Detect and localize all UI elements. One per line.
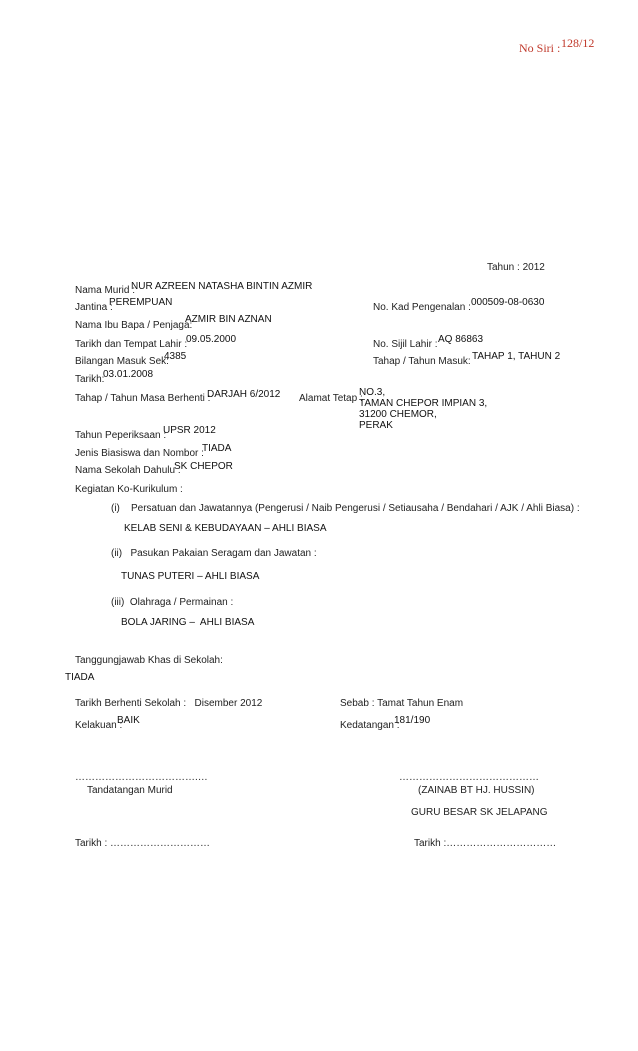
- birth-cert-label: No. Sijil Lahir :: [373, 339, 438, 350]
- birth-cert-value: AQ 86863: [438, 334, 484, 345]
- attendance-value: 181/190: [394, 715, 431, 726]
- cocurricular-item3-label: (iii) Olahraga / Permainan :: [111, 597, 234, 608]
- cocurricular-item1-value: KELAB SENI & KEBUDAYAAN – AHLI BIASA: [124, 523, 327, 534]
- exam-year-value: UPSR 2012: [163, 425, 216, 436]
- level-label: Tahap / Tahun Masuk:: [373, 356, 471, 367]
- address-label: Alamat Tetap :: [299, 393, 363, 404]
- head-name: (ZAINAB BT HJ. HUSSIN): [418, 785, 535, 796]
- date-value: 03.01.2008: [103, 369, 154, 380]
- stop-level-label: Tahap / Tahun Masa Berhenti :: [75, 393, 211, 404]
- prev-school-label: Nama Sekolah Dahulu :: [75, 465, 181, 476]
- serial-number: 128/12: [561, 36, 595, 50]
- leaving-reason: Sebab : Tamat Tahun Enam: [340, 698, 464, 709]
- parent-value: AZMIR BIN AZNAN: [185, 314, 272, 325]
- attendance-label: Kedatangan :: [340, 720, 400, 731]
- gender-value: PEREMPUAN: [109, 297, 173, 308]
- conduct-value: BAIK: [117, 715, 140, 726]
- address-line: PERAK: [359, 420, 393, 431]
- ic-label: No. Kad Pengenalan :: [373, 302, 471, 313]
- student-signature-line: ……………………………….…: [75, 772, 208, 783]
- name-value: NUR AZREEN NATASHA BINTIN AZMIR: [131, 281, 313, 292]
- level-value: TAHAP 1, TAHUN 2: [472, 351, 561, 362]
- cocurricular-heading: Kegiatan Ko-Kurikulum :: [75, 484, 183, 495]
- student-signature-label: Tandatangan Murid: [87, 785, 173, 796]
- serial-label: No Siri :: [519, 41, 561, 55]
- conduct-label: Kelakuan :: [75, 720, 123, 731]
- head-title: GURU BESAR SK JELAPANG: [411, 807, 548, 818]
- dob-label: Tarikh dan Tempat Lahir :: [75, 339, 188, 350]
- admission-no-value: 4385: [164, 351, 187, 362]
- address-line: TAMAN CHEPOR IMPIAN 3,: [359, 398, 488, 409]
- leaving-date: Tarikh Berhenti Sekolah : Disember 2012: [75, 698, 263, 709]
- cocurricular-item2-value: TUNAS PUTERI – AHLI BIASA: [121, 571, 260, 582]
- duties-label: Tanggungjawab Khas di Sekolah:: [75, 655, 223, 666]
- gender-label: Jantina :: [75, 302, 113, 313]
- cocurricular-item3-value: BOLA JARING – AHLI BIASA: [121, 617, 255, 628]
- name-label: Nama Murid :: [75, 285, 136, 296]
- stop-level-value: DARJAH 6/2012: [207, 389, 281, 400]
- cocurricular-item2-label: (ii) Pasukan Pakaian Seragam dan Jawatan :: [111, 548, 317, 559]
- admission-no-label: Bilangan Masuk Sek:: [75, 356, 169, 367]
- parent-label: Nama Ibu Bapa / Penjaga:: [75, 320, 193, 331]
- head-date: Tarikh :……………………………: [414, 838, 557, 849]
- date-label: Tarikh:: [75, 374, 105, 385]
- scholarship-value: TIADA: [202, 443, 232, 454]
- duties-value: TIADA: [65, 672, 95, 683]
- student-date: Tarikh : …………………………: [75, 838, 211, 849]
- address-line: 31200 CHEMOR,: [359, 409, 437, 420]
- address-line: NO.3,: [359, 387, 386, 398]
- cocurricular-item1-label: (i) Persatuan dan Jawatannya (Pengerusi / Naib Pengerusi / Setiausaha / Bendahari / AJK / Ahli Biasa) :: [111, 503, 580, 514]
- prev-school-value: SK CHEPOR: [174, 461, 233, 472]
- year-field: Tahun : 2012: [487, 262, 545, 273]
- head-signature-line: ……………………………………: [399, 772, 539, 783]
- scholarship-label: Jenis Biasiswa dan Nombor :: [75, 448, 204, 459]
- dob-value: 09.05.2000: [186, 334, 237, 345]
- exam-year-label: Tahun Peperiksaan :: [75, 430, 167, 441]
- ic-value: 000509-08-0630: [471, 297, 545, 308]
